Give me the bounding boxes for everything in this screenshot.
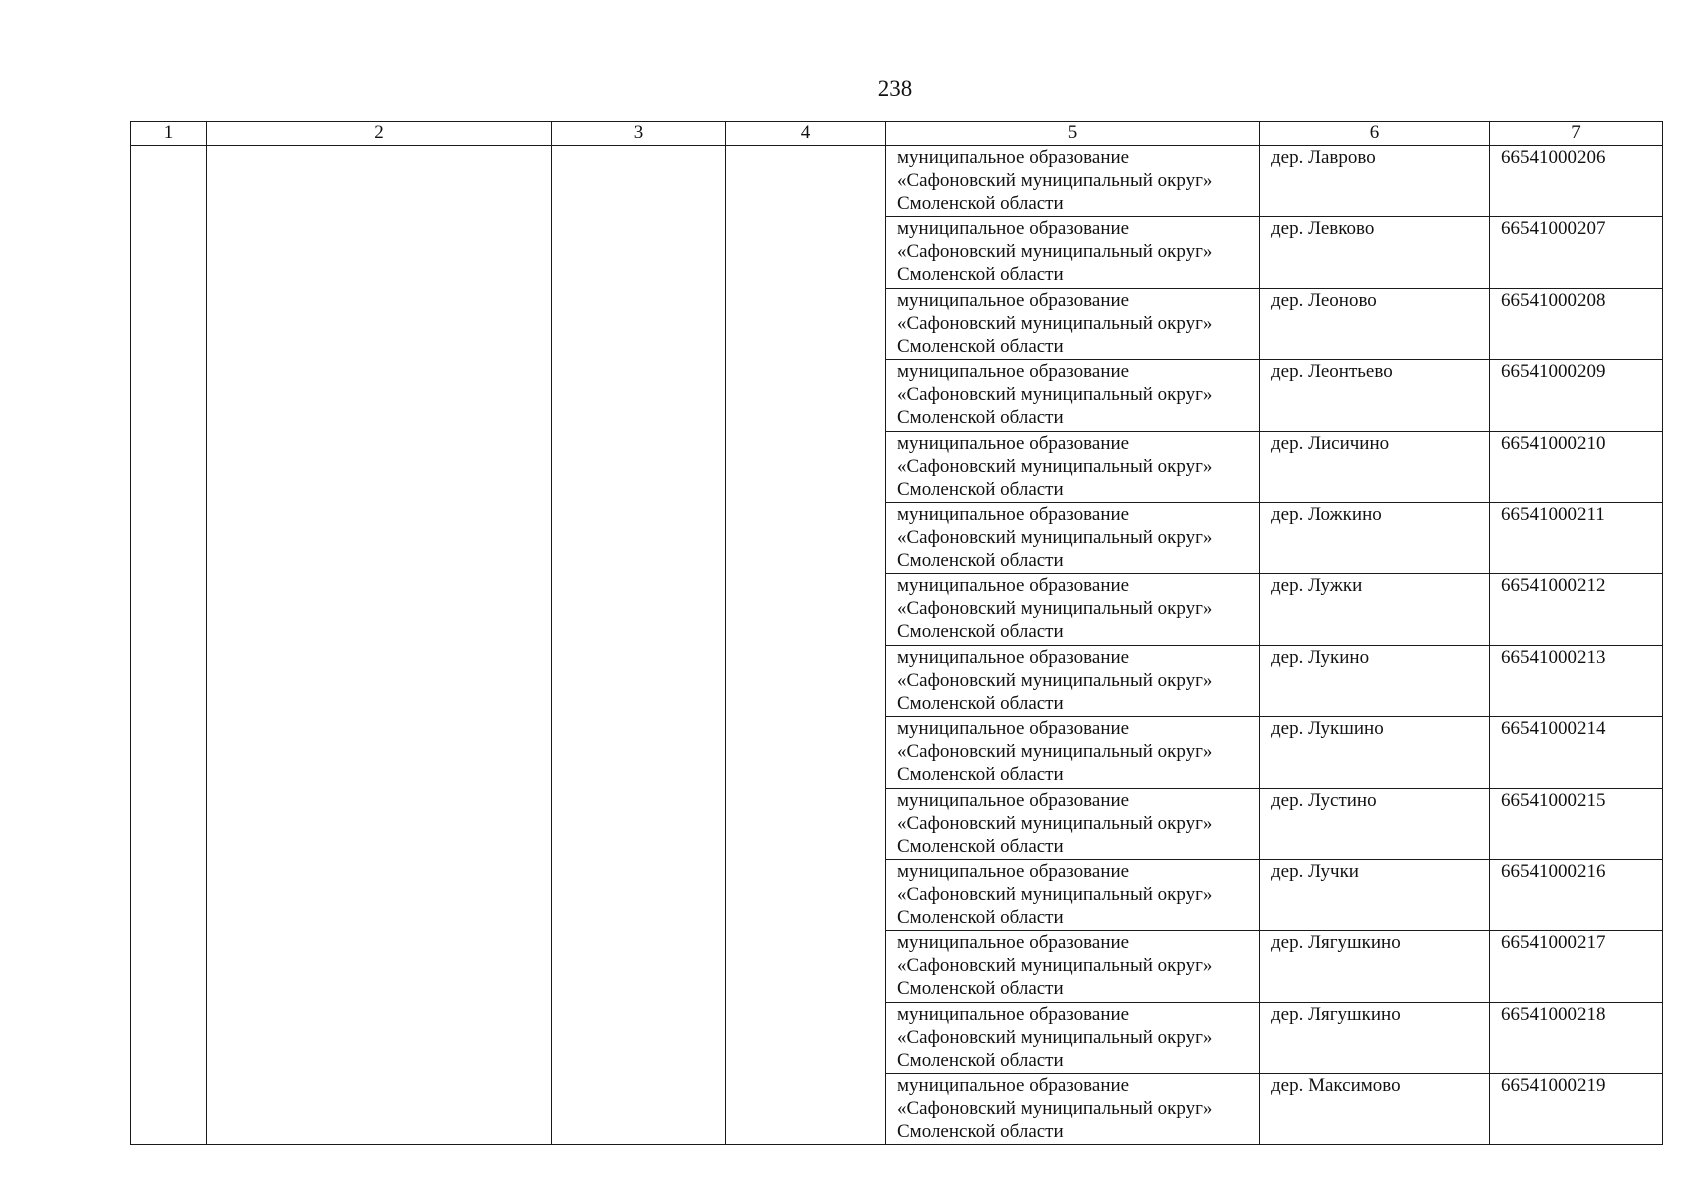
oktmo-code-cell: 66541000214 — [1490, 717, 1663, 788]
header-col-3: 3 — [552, 122, 726, 146]
oktmo-code-cell: 66541000218 — [1490, 1002, 1663, 1073]
locality-cell: дер. Лягушкино — [1260, 931, 1490, 1002]
municipal-entity-cell: муниципальное образование «Сафоновский муниципальный округ» Смоленской области — [886, 217, 1260, 288]
header-row — [131, 122, 1663, 146]
municipal-entity-cell: муниципальное образование «Сафоновский муниципальный округ» Смоленской области — [886, 931, 1260, 1002]
locality-cell: дер. Леонтьево — [1260, 360, 1490, 431]
oktmo-code-cell: 66541000213 — [1490, 645, 1663, 716]
municipal-entity-cell: муниципальное образование «Сафоновский муниципальный округ» Смоленской области — [886, 788, 1260, 859]
locality-cell: дер. Лукино — [1260, 645, 1490, 716]
settlements-table — [130, 121, 1663, 1145]
municipal-entity-cell: муниципальное образование «Сафоновский муниципальный округ» Смоленской области — [886, 146, 1260, 217]
oktmo-code-cell: 66541000212 — [1490, 574, 1663, 645]
municipal-entity-cell: муниципальное образование «Сафоновский муниципальный округ» Смоленской области — [886, 431, 1260, 502]
header-col-2: 2 — [207, 122, 552, 146]
locality-cell: дер. Лучки — [1260, 859, 1490, 930]
municipal-entity-cell: муниципальное образование «Сафоновский муниципальный округ» Смоленской области — [886, 1074, 1260, 1145]
locality-cell: дер. Лукшино — [1260, 717, 1490, 788]
municipal-entity-cell: муниципальное образование «Сафоновский муниципальный округ» Смоленской области — [886, 360, 1260, 431]
municipal-entity-cell: муниципальное образование «Сафоновский муниципальный округ» Смоленской области — [886, 288, 1260, 359]
col-3-empty — [552, 146, 726, 1145]
oktmo-code-cell: 66541000211 — [1490, 502, 1663, 573]
table-body — [131, 146, 1663, 1145]
locality-cell: дер. Лустино — [1260, 788, 1490, 859]
locality-cell: дер. Лисичино — [1260, 431, 1490, 502]
oktmo-code-cell: 66541000206 — [1490, 146, 1663, 217]
locality-cell: дер. Максимово — [1260, 1074, 1490, 1145]
locality-cell: дер. Левково — [1260, 217, 1490, 288]
header-col-7: 7 — [1490, 122, 1663, 146]
locality-cell: дер. Лягушкино — [1260, 1002, 1490, 1073]
municipal-entity-cell: муниципальное образование «Сафоновский муниципальный округ» Смоленской области — [886, 574, 1260, 645]
oktmo-code-cell: 66541000219 — [1490, 1074, 1663, 1145]
locality-cell: дер. Ложкино — [1260, 502, 1490, 573]
municipal-entity-cell: муниципальное образование «Сафоновский муниципальный округ» Смоленской области — [886, 645, 1260, 716]
oktmo-code-cell: 66541000215 — [1490, 788, 1663, 859]
oktmo-code-cell: 66541000209 — [1490, 360, 1663, 431]
municipal-entity-cell: муниципальное образование «Сафоновский муниципальный округ» Смоленской области — [886, 859, 1260, 930]
header-col-4: 4 — [726, 122, 886, 146]
header-col-5: 5 — [886, 122, 1260, 146]
municipal-entity-cell: муниципальное образование «Сафоновский муниципальный округ» Смоленской области — [886, 502, 1260, 573]
locality-cell: дер. Леоново — [1260, 288, 1490, 359]
oktmo-code-cell: 66541000210 — [1490, 431, 1663, 502]
oktmo-code-cell: 66541000208 — [1490, 288, 1663, 359]
col-1-empty — [131, 146, 207, 1145]
oktmo-code-cell: 66541000216 — [1490, 859, 1663, 930]
locality-cell: дер. Лужки — [1260, 574, 1490, 645]
page-number: 238 — [877, 76, 913, 101]
locality-cell: дер. Лаврово — [1260, 146, 1490, 217]
header-col-1: 1 — [131, 122, 207, 146]
oktmo-code-cell: 66541000217 — [1490, 931, 1663, 1002]
municipal-entity-cell: муниципальное образование «Сафоновский муниципальный округ» Смоленской области — [886, 717, 1260, 788]
col-4-empty — [726, 146, 886, 1145]
table-row — [131, 146, 1663, 217]
municipal-entity-cell: муниципальное образование «Сафоновский муниципальный округ» Смоленской области — [886, 1002, 1260, 1073]
col-2-empty — [207, 146, 552, 1145]
header-col-6: 6 — [1260, 122, 1490, 146]
oktmo-code-cell: 66541000207 — [1490, 217, 1663, 288]
